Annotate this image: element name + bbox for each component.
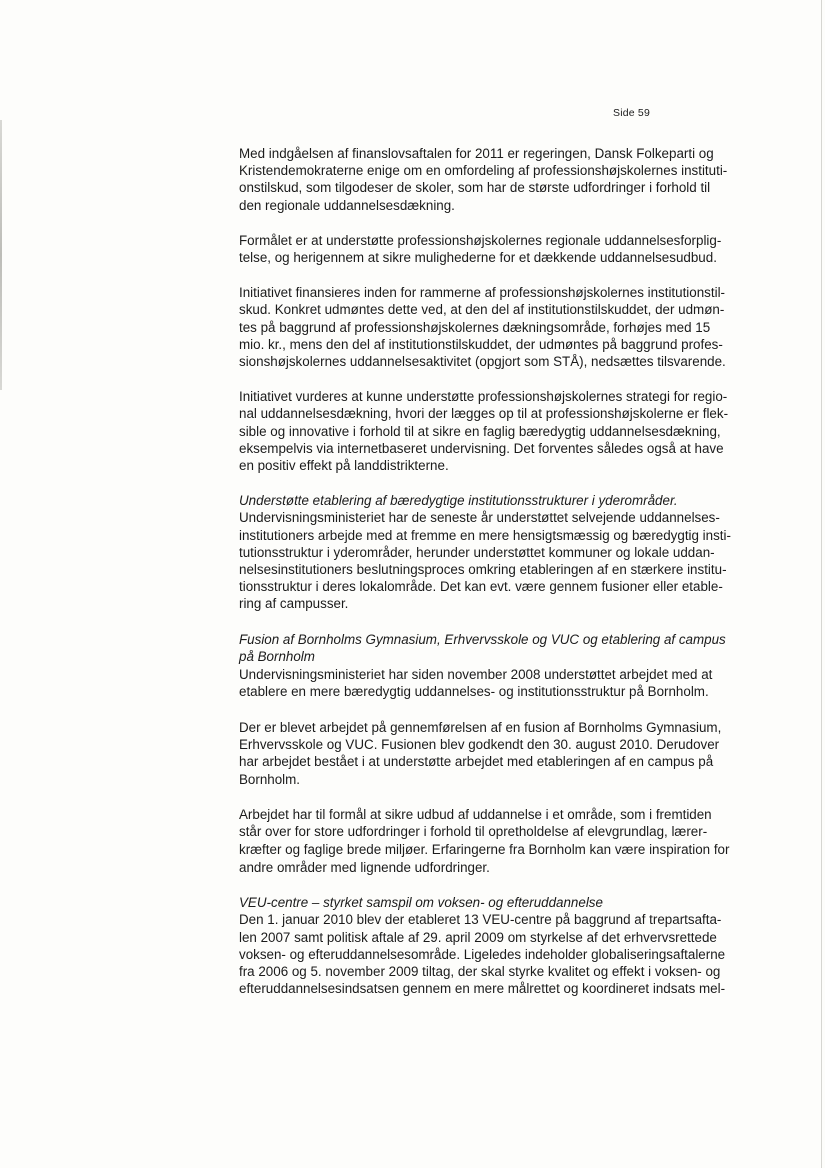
text-line: kræfter og faglige brede miljøer. Erfaringerne fra Bornholm kan være inspiration for	[239, 842, 730, 858]
text-line: voksen- og efteruddannelsesområde. Ligeledes indeholder globaliseringsaftalerne	[239, 946, 726, 962]
section-heading: Fusion af Bornholms Gymnasium, Erhvervsskole og VUC og etablering af campus	[239, 631, 726, 647]
text-line: Bornholm.	[239, 771, 301, 787]
text-line: tes på baggrund af professionshøjskolernes dækningsområde, forhøjes med 15	[239, 319, 711, 335]
text-line: efteruddannelsesindsatsen gennem en mere målrettet og koordineret indsats mel-	[239, 981, 726, 997]
text-line: Arbejdet har til formål at sikre udbud af uddannelse i et område, som i fremtiden	[239, 806, 712, 822]
text-line: len 2007 samt politisk aftale af 29. april 2009 om styrkelse af det erhvervsrettede	[239, 929, 717, 945]
text-line: Formålet er at understøtte professionshøjskolernes regionale uddannelsesforplig-	[239, 232, 722, 248]
text-line: en positiv effekt på landdistrikterne.	[239, 458, 449, 474]
text-line: Kristendemokraterne enige om en omfordeling af professionshøjskolernes instituti-	[239, 163, 728, 179]
scan-edge-line	[821, 0, 822, 1168]
text-line: ring af campusser.	[239, 596, 349, 612]
text-line: den regionale uddannelsesdækning.	[239, 197, 455, 213]
section-veu-centres	[239, 894, 751, 997]
paragraph-financing	[239, 284, 751, 370]
text-line: sionshøjskolernes uddannelsesaktivitet (opgjort som STÅ), nedsættes tilsvarende.	[239, 354, 726, 370]
scan-edge-shadow	[0, 120, 2, 390]
text-line: eksempelvis via internetbaseret undervisning. Det forventes således også at have	[239, 440, 724, 456]
text-line: mio. kr., mens den del af institutionstilskuddet, der udmøntes på baggrund profes-	[239, 336, 723, 352]
paragraph-assessment	[239, 388, 751, 474]
text-line: Med indgåelsen af finanslovsaftalen for 2011 er regeringen, Dansk Folkeparti og	[239, 146, 714, 161]
text-line: nelsesinstitutioners beslutningsproces omkring etableringen af en stærkere institu-	[239, 562, 727, 578]
text-line: andre områder med lignende udfordringer.	[239, 859, 490, 875]
section-institution-structures	[239, 492, 751, 612]
section-heading: på Bornholm	[239, 649, 315, 665]
text-line: nal uddannelsesdækning, hvori der lægges op til at professionshøjskolerne er flek-	[239, 406, 729, 422]
text-line: står over for store udfordringer i forhold til opretholdelse af elevgrundlag, lærer-	[239, 824, 708, 840]
text-line: Initiativet vurderes at kunne understøtte professionshøjskolernes strategi for regio-	[239, 389, 728, 405]
paragraph-work-purpose	[239, 806, 751, 876]
paragraph-finance-agreement	[239, 145, 751, 214]
text-line: Der er blevet arbejdet på gennemførelsen af en fusion af Bornholms Gymnasium,	[239, 720, 722, 736]
section-heading: VEU-centre – styrket samspil om voksen- og efteruddannelse	[239, 895, 603, 911]
page-number: Side 59	[613, 107, 651, 119]
text-line: tionsstruktur i deres lokalområde. Det kan evt. være gennem fusioner eller etable-	[239, 579, 723, 595]
text-line: Undervisningsministeriet har siden november 2008 understøttet arbejdet med at	[239, 666, 713, 682]
text-line: fra 2006 og 5. november 2009 tiltag, der skal styrke kvalitet og effekt i voksen- og	[239, 964, 721, 980]
text-line: har arbejdet bestået i at understøtte arbejdet med etableringen af en campus på	[239, 754, 714, 770]
text-line: skud. Konkret udmøntes dette ved, at den del af institutionstilskuddet, der udmøn-	[239, 302, 725, 318]
text-line: institutioners arbejde med at fremme en mere hensigtsmæssig og bæredygtig insti-	[239, 527, 731, 543]
text-line: telse, og herigennem at sikre mulighederne for et dækkende uddannelsesudbud.	[239, 250, 717, 266]
document-body	[239, 145, 751, 997]
section-bornholm-fusion	[239, 631, 751, 701]
text-line: Den 1. januar 2010 blev der etableret 13 VEU-centre på baggrund af trepartsafta-	[239, 912, 722, 928]
paragraph-fusion-work	[239, 719, 751, 788]
paragraph-purpose	[239, 232, 751, 266]
text-line: Initiativet finansieres inden for rammerne af professionshøjskolernes institutionstil-	[239, 285, 725, 301]
text-line: sible og innovative i forhold til at sikre en faglig bæredygtig uddannelsesdækning,	[239, 423, 721, 439]
text-line: Undervisningsministeriet har de seneste år understøttet selvejende uddannelses-	[239, 510, 720, 526]
text-line: tutionsstruktur i yderområder, herunder understøttet kommuner og lokale uddan-	[239, 544, 715, 560]
section-heading: Understøtte etablering af bæredygtige institutionsstrukturer i yderområder.	[239, 493, 678, 509]
text-line: onstilskud, som tilgodeser de skoler, som har de største udfordringer i forhold til	[239, 180, 711, 196]
text-line: etablere en mere bæredygtig uddannelses- og institutionsstruktur på Bornholm.	[239, 684, 709, 700]
text-line: Erhvervsskole og VUC. Fusionen blev godkendt den 30. august 2010. Derudover	[239, 737, 720, 753]
